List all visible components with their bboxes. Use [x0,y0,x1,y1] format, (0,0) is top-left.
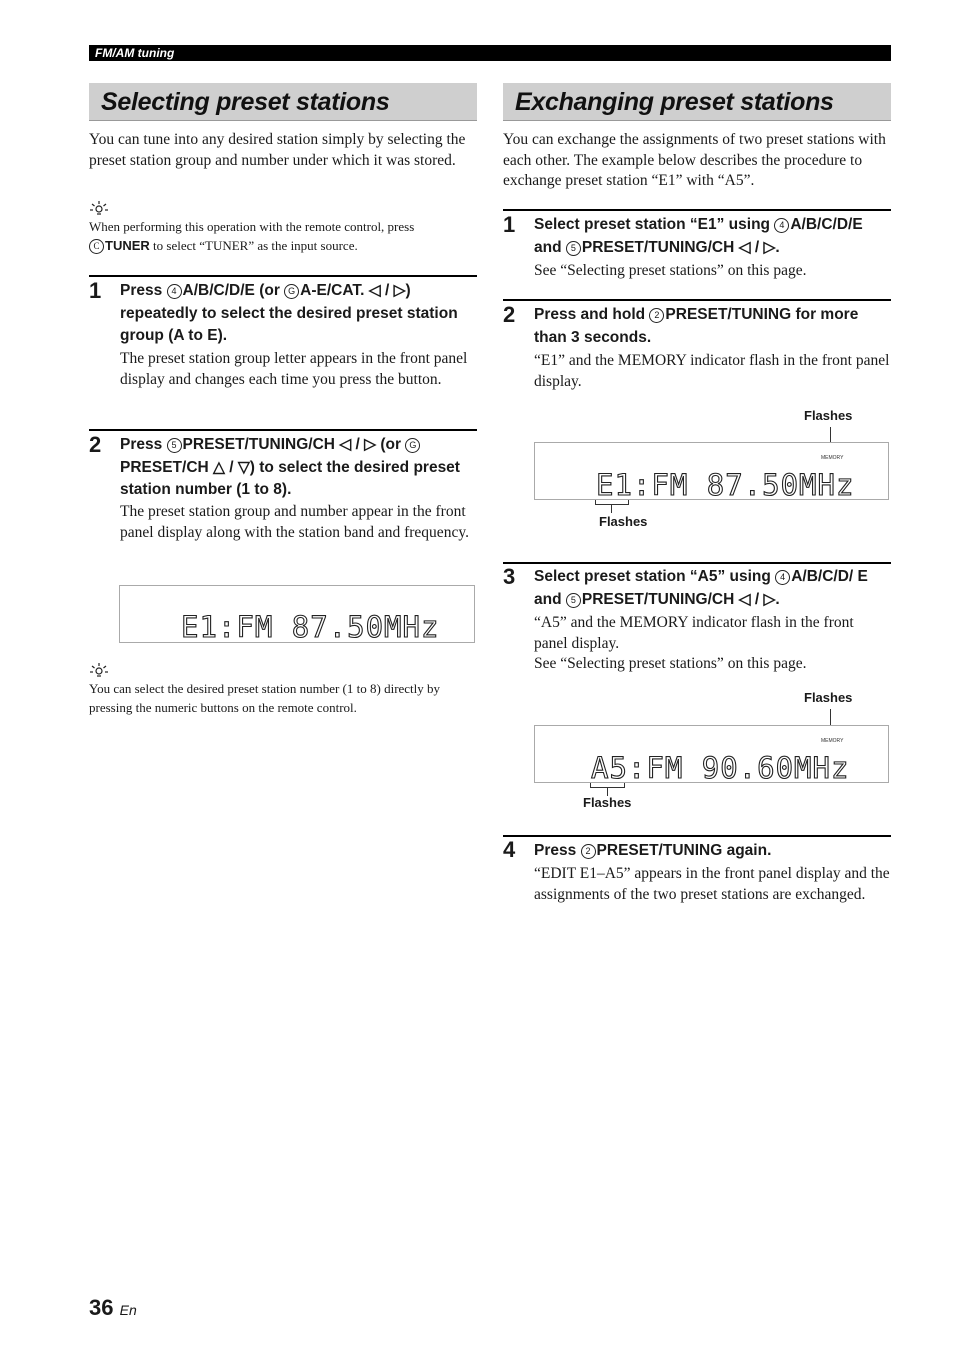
page-number [89,1295,137,1321]
step1-body: See “Selecting preset stations” on this page. [534,262,807,279]
section-tab-bar [89,45,891,61]
step3-body [534,613,891,675]
step4-heading: Press 2 PRESET/TUNING again. [534,842,772,859]
page-language: En [119,1302,137,1318]
section-tab-label: FM/AM tuning [95,46,175,60]
flash-bracket [595,500,629,505]
memory-indicator: MEMORY [821,455,844,461]
display-text: E1:FM 87.50MHz [596,468,855,502]
step-divider [503,835,891,837]
display-text: E1:FM 87.50MHz [181,610,440,644]
step3-heading: Select preset station “A5” using 4 A/B/C/D/ E and 5 PRESET/TUNING/CH ◁ / ▷. [534,568,868,608]
step2-heading: Press and hold 2 PRESET/TUNING for more than 3 seconds. [534,306,859,346]
key-c-icon: C [89,239,104,254]
section-title-selecting [89,83,477,121]
step3-body-line: “A5” and the MEMORY indicator flash in the front panel display. [534,614,854,652]
tuner-button-label: TUNER [105,237,150,253]
step2-heading: Press 5 PRESET/TUNING/CH ◁ / ▷ (or GPRESET/CH △ / ▽) to select the desired preset station number (1 to 8). [120,436,460,498]
step-divider [503,209,891,211]
step-number: 2 [89,432,102,457]
tip-numeric-buttons: You can select the desired preset station number (1 to 8) directly by pressing the numeric buttons on the remote control. [89,681,441,715]
section-title-text: Exchanging preset stations [515,88,834,116]
step-number: 4 [503,837,516,862]
step-number: 1 [89,278,102,303]
step4-body: “EDIT E1–A5” appears in the front panel display and the assignments of the two preset stations are exchanged. [534,865,890,903]
section-title-text: Selecting preset stations [101,88,390,116]
tip-lightbulb-icon [89,200,109,216]
step2-body: “E1” and the MEMORY indicator flash in the front panel display. [534,352,890,390]
step1-heading: Press 4 A/B/C/D/E (or G A-E/CAT. ◁ / ▷) repeatedly to select the desired preset station group (A to E). [120,282,458,344]
flashes-callout: Flashes [583,795,632,810]
tip-lightbulb-icon [89,662,109,678]
step1-heading: Select preset station “E1” using 4 A/B/C/D/E and 5 PRESET/TUNING/CH ◁ / ▷. [534,216,863,256]
callout-line [611,505,612,513]
tip-remote-control [89,218,477,255]
intro-paragraph: You can tune into any desired station simply by selecting the preset station group and number under which it was stored. [89,131,466,169]
display-text: A5:FM 90.60MHz [591,751,850,785]
front-panel-display [534,725,889,783]
step-divider [89,275,477,277]
flashes-callout: Flashes [804,690,853,705]
step-number: 3 [503,564,516,589]
tip-text-line: When performing this operation with the remote control, press [89,219,415,234]
flashes-callout: Flashes [804,408,853,423]
step-number: 1 [503,212,516,237]
front-panel-display [534,442,889,500]
front-panel-display [119,585,475,643]
memory-indicator: MEMORY [821,738,844,744]
tip-text-rest: to select “TUNER” as the input source. [149,237,358,253]
step-divider [503,299,891,301]
intro-paragraph: You can exchange the assignments of two preset stations with each other. The example below describes the procedure to exchange preset station “E1” with “A5”. [503,131,886,189]
step-divider [503,562,891,564]
section-title-exchanging [503,83,891,121]
step-number: 2 [503,302,516,327]
flashes-callout: Flashes [599,514,648,529]
step3-body-line: See “Selecting preset stations” on this page. [534,655,807,673]
step2-body: The preset station group and number appear in the front panel display along with the station band and frequency. [120,503,469,541]
step1-body: The preset station group letter appears in the front panel display and changes each time you press the button. [120,350,468,388]
step-divider [89,429,477,431]
page-number-value: 36 [89,1295,114,1320]
